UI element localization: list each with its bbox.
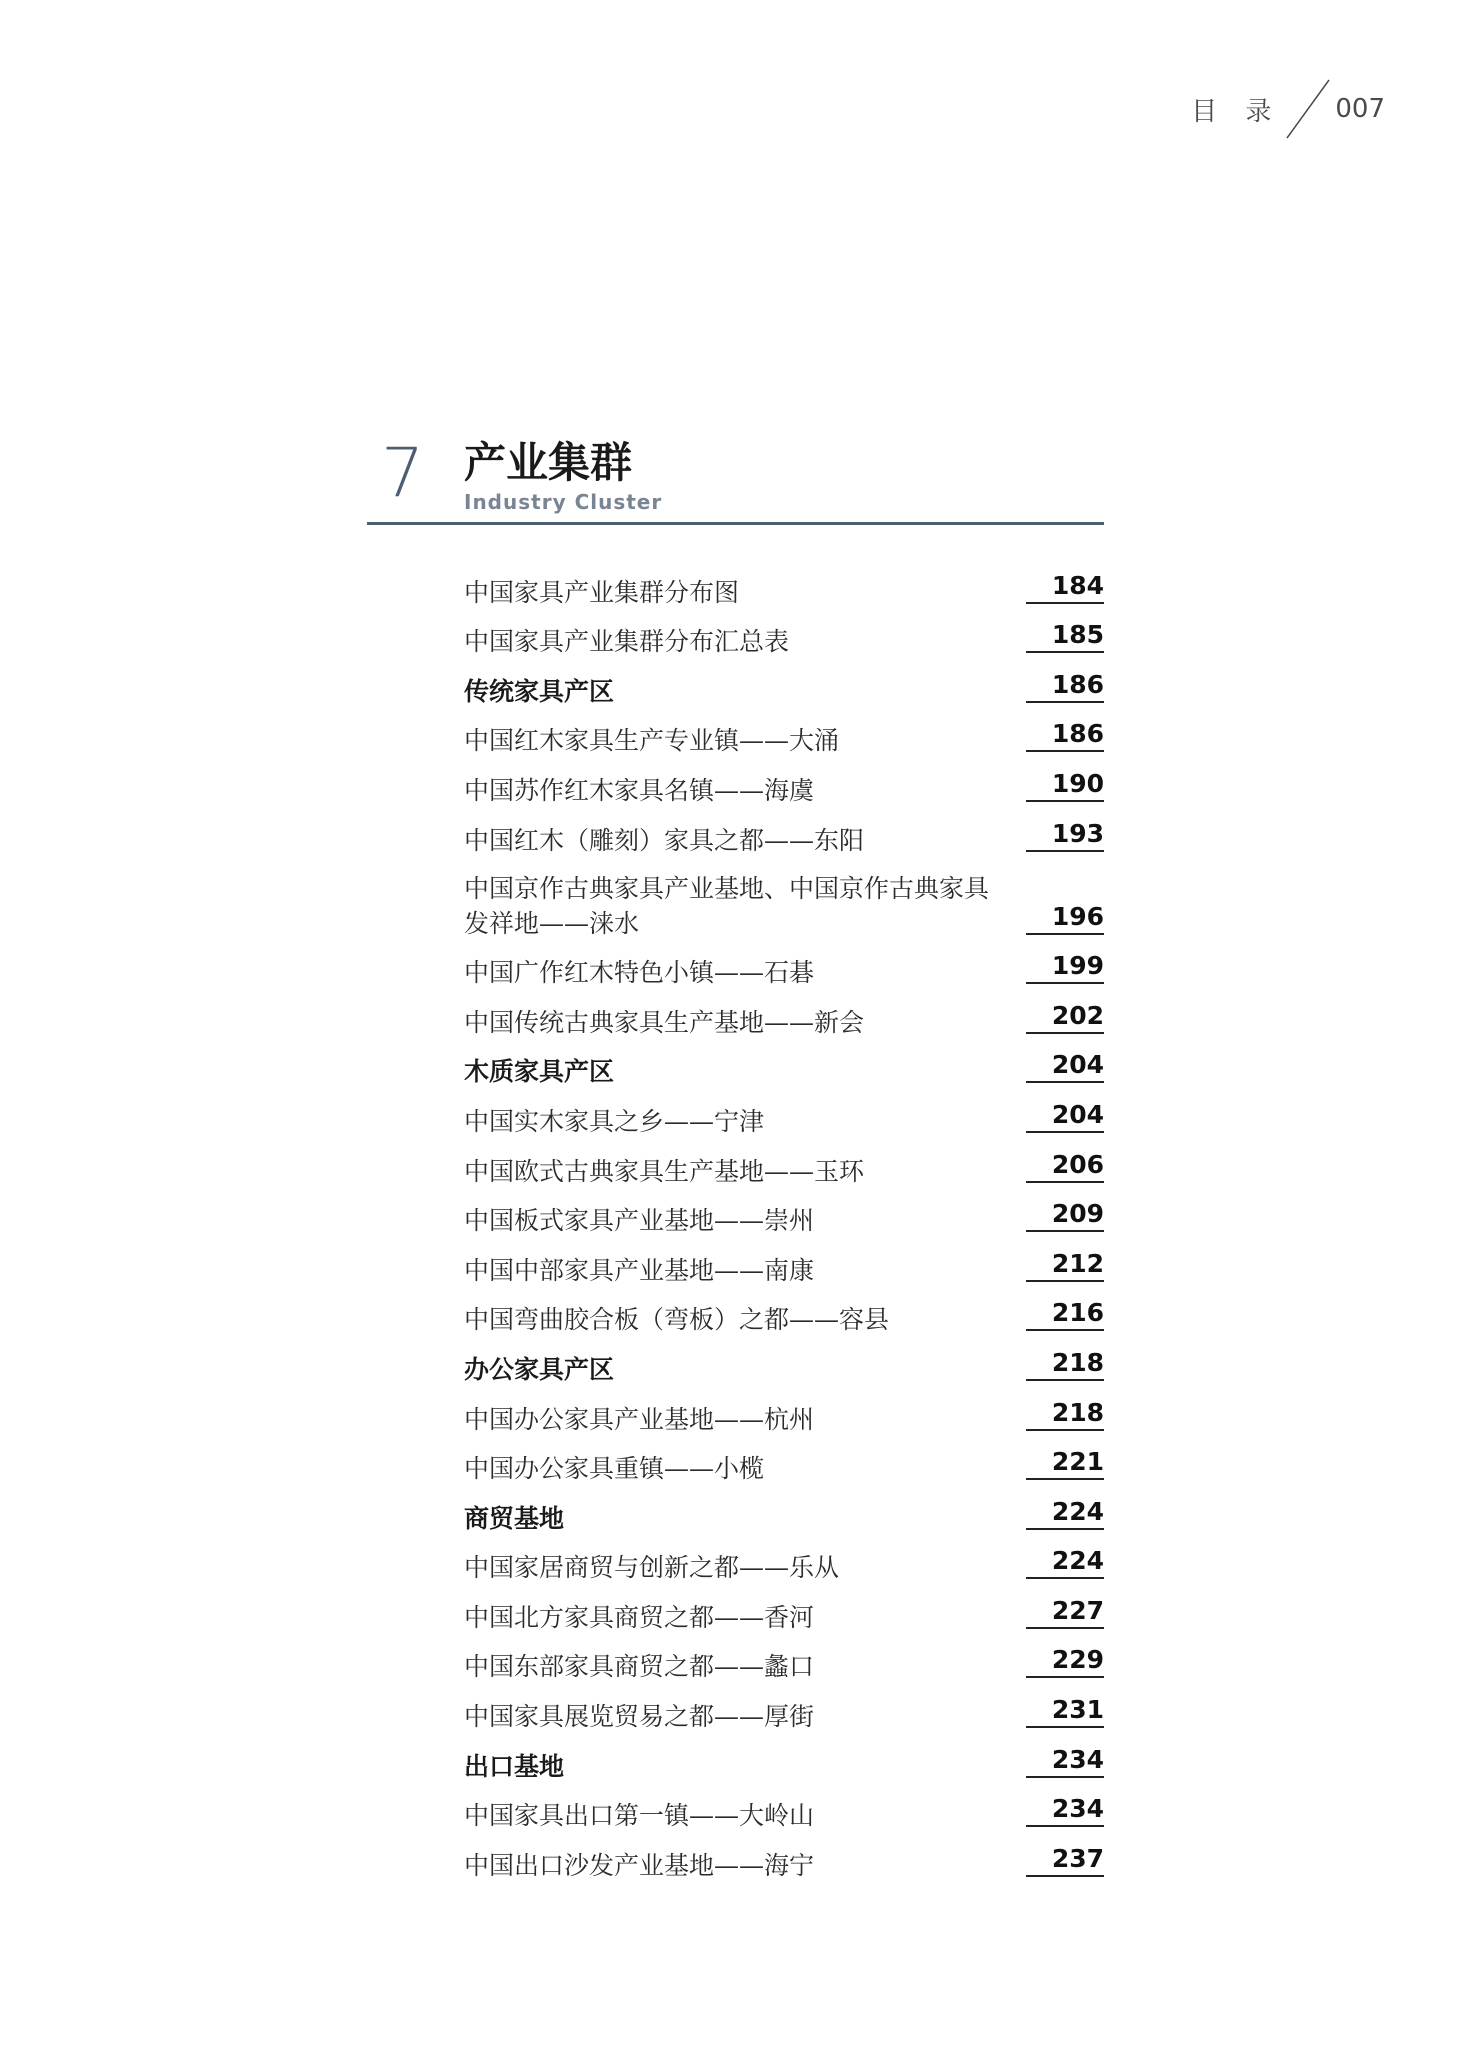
toc-page-number: 212 (1026, 1249, 1104, 1282)
toc-page-number: 237 (1026, 1844, 1104, 1877)
toc-entry-row[interactable] (464, 1684, 1104, 1734)
toc-section-row[interactable] (464, 1040, 1104, 1090)
toc-entry-title: 中国板式家具产业基地——崇州 (464, 1206, 815, 1236)
toc-entry-title: 中国红木家具生产专业镇——大涌 (464, 726, 840, 756)
toc-list (464, 560, 1104, 1883)
toc-entry-row[interactable] (464, 1833, 1104, 1883)
chapter-title-cn: 产业集群 (464, 438, 633, 487)
toc-entry-row[interactable] (464, 808, 1104, 858)
toc-section-title: 商贸基地 (464, 1503, 565, 1533)
toc-entry-title: 中国京作古典家具产业基地、中国京作古典家具发祥地——涞水 (464, 873, 990, 938)
toc-entry-title: 中国家具出口第一镇——大岭山 (464, 1801, 815, 1831)
toc-entry-title: 中国苏作红木家具名镇——海虞 (464, 775, 815, 805)
toc-page-number: 184 (1026, 571, 1104, 604)
toc-entry-title: 中国北方家具商贸之都——香河 (464, 1602, 815, 1632)
toc-section-row[interactable] (464, 1337, 1104, 1387)
toc-section-title: 办公家具产区 (464, 1354, 615, 1384)
toc-entry-row[interactable] (464, 1635, 1104, 1685)
toc-page-number: 190 (1026, 769, 1104, 802)
toc-entry-title: 中国东部家具商贸之都——蠡口 (464, 1652, 815, 1682)
toc-entry-row[interactable] (464, 990, 1104, 1040)
toc-entry-title: 中国广作红木特色小镇——石碁 (464, 958, 815, 988)
toc-entry-row[interactable] (464, 941, 1104, 991)
toc-page-number: 196 (1026, 902, 1104, 935)
toc-page-number: 227 (1026, 1596, 1104, 1629)
toc-entry-row[interactable] (464, 1238, 1104, 1288)
toc-entry-title: 中国中部家具产业基地——南康 (464, 1255, 815, 1285)
chapter-divider (367, 522, 1104, 525)
toc-entry-title: 中国欧式古典家具生产基地——玉环 (464, 1156, 865, 1186)
header-page-number: 007 (1335, 94, 1385, 124)
toc-page-number: 199 (1026, 951, 1104, 984)
chapter-title-en: Industry Cluster (464, 490, 663, 514)
toc-entry-row[interactable] (464, 1139, 1104, 1189)
toc-entry-row[interactable] (464, 1784, 1104, 1834)
toc-entry-title: 中国实木家具之乡——宁津 (464, 1106, 765, 1136)
toc-page-number: 202 (1026, 1001, 1104, 1034)
chapter-heading (367, 434, 1104, 530)
toc-page-number: 206 (1026, 1150, 1104, 1183)
toc-entry-row[interactable] (464, 610, 1104, 660)
toc-page-number: 234 (1026, 1745, 1104, 1778)
toc-page-number: 229 (1026, 1645, 1104, 1678)
toc-entry-title: 中国家具产业集群分布汇总表 (464, 627, 790, 657)
toc-section-row[interactable] (464, 659, 1104, 709)
toc-entry-row[interactable] (464, 1089, 1104, 1139)
toc-page-number: 204 (1026, 1050, 1104, 1083)
toc-page-number: 218 (1026, 1398, 1104, 1431)
toc-entry-title: 中国办公家具产业基地——杭州 (464, 1404, 815, 1434)
toc-entry-row[interactable] (464, 1189, 1104, 1239)
toc-entry-row[interactable] (464, 858, 1104, 941)
toc-page-number: 231 (1026, 1695, 1104, 1728)
chapter-number: 7 (381, 434, 425, 513)
toc-page-number: 218 (1026, 1348, 1104, 1381)
toc-entry-title: 中国家具展览贸易之都——厚街 (464, 1702, 815, 1732)
toc-entry-title: 中国弯曲胶合板（弯板）之都——容县 (464, 1305, 890, 1335)
toc-page-number: 186 (1026, 719, 1104, 752)
toc-entry-row[interactable] (464, 1585, 1104, 1635)
page-header (1191, 78, 1385, 140)
toc-entry-row[interactable] (464, 1387, 1104, 1437)
toc-page-number: 234 (1026, 1794, 1104, 1827)
toc-page-number: 221 (1026, 1447, 1104, 1480)
toc-page-number: 216 (1026, 1298, 1104, 1331)
toc-entry-row[interactable] (464, 709, 1104, 759)
toc-page-number: 204 (1026, 1100, 1104, 1133)
toc-section-title: 木质家具产区 (464, 1057, 615, 1087)
toc-page-number: 224 (1026, 1497, 1104, 1530)
toc-page-number: 186 (1026, 670, 1104, 703)
toc-section-row[interactable] (464, 1486, 1104, 1536)
toc-entry-row[interactable] (464, 1288, 1104, 1338)
toc-section-row[interactable] (464, 1734, 1104, 1784)
header-title: 目 录 (1191, 96, 1282, 127)
toc-section-title: 传统家具产区 (464, 676, 615, 706)
toc-page-number: 224 (1026, 1546, 1104, 1579)
toc-entry-title: 中国出口沙发产业基地——海宁 (464, 1850, 815, 1880)
toc-entry-title: 中国红木（雕刻）家具之都——东阳 (464, 825, 865, 855)
toc-entry-title: 中国办公家具重镇——小榄 (464, 1454, 765, 1484)
toc-entry-row[interactable] (464, 1536, 1104, 1586)
toc-page-number: 185 (1026, 620, 1104, 653)
toc-entry-title: 中国家具产业集群分布图 (464, 577, 740, 607)
toc-entry-row[interactable] (464, 758, 1104, 808)
toc-entry-row[interactable] (464, 560, 1104, 610)
toc-page-number: 209 (1026, 1199, 1104, 1232)
toc-page-number: 193 (1026, 819, 1104, 852)
toc-entry-row[interactable] (464, 1437, 1104, 1487)
toc-entry-title: 中国传统古典家具生产基地——新会 (464, 1007, 865, 1037)
toc-entry-title: 中国家居商贸与创新之都——乐从 (464, 1553, 840, 1583)
toc-section-title: 出口基地 (464, 1751, 565, 1781)
header-slash-divider (1285, 78, 1331, 140)
